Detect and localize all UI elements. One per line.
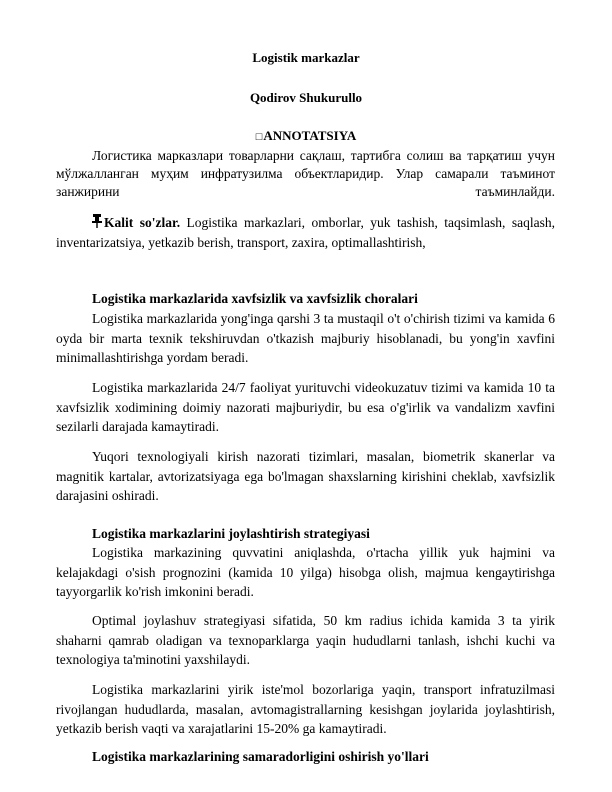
security-paragraph-2: Logistika markazlarida 24/7 faoliyat yurituvchi videokuzatuv tizimi va kamida 10 ta xavfsizlik xodimining doimiy nazorati majburiydir, bu esa o'g'irlik va vandalizm xavfini sezilarli darajada kamaytiradi.	[56, 380, 555, 434]
author-name: Qodirov Shukurullo	[249, 90, 363, 105]
keywords-text: Logistika markazlari, omborlar, yuk tashish, taqsimlash, saqlash, inventarizatsiya, yetkazib berish, transport, zaxira, optimallashtirish,	[56, 215, 555, 250]
document-title: Logistik markazlar	[252, 50, 360, 65]
keywords-label: Kalit so'zlar.	[104, 215, 181, 230]
annotation-heading: ANNOTATSIYA	[263, 128, 357, 143]
section-heading-placement: Logistika markazlarini joylashtirish strategiyasi	[92, 526, 370, 541]
annotation-text: Логистика марказлари товарларни сақлаш, тартибга солиш ва тарқатиш учун мўлжалланган муҳим инфратузилма объектларидир. Улар самарали таъминот занжирини таъминлайди.	[56, 148, 555, 199]
placement-paragraph-2: Optimal joylashuv strategiyasi sifatida, 50 km radius ichida kamida 3 ta yirik shaharni qamrab oladigan va texnoparklarga yaqin hududlarni tanlash, ishchi kuchi va texnologiya ta'minotini yaxshilaydi.	[56, 613, 555, 667]
security-paragraph-3: Yuqori texnologiyali kirish nazorati tizimlari, masalan, biometrik skanerlar va magnitik kartalar, avtorizatsiyaga ega bo'lmagan shaxslarning kirishini cheklab, xavfsizlik darajasini oshiradi.	[56, 449, 555, 503]
keywords-paragraph	[56, 213, 555, 252]
annotation-marker-glyph: □	[255, 131, 263, 143]
security-paragraph-1: Logistika markazlarida yong'inga qarshi 3 ta mustaqil o't o'chirish tizimi va kamida 6 oyda bir marta texnik tekshiruvdan o'tkazish majburiy hisoblanadi, bu yong'in xavfini minimallashtirishga yordam beradi.	[56, 311, 555, 365]
pushpin-icon	[92, 214, 102, 228]
section-heading-efficiency: Logistika markazlarining samaradorligini oshirish yo'llari	[92, 749, 429, 764]
section-heading-security: Logistika markazlarida xavfsizlik va xavfsizlik choralari	[92, 291, 418, 306]
annotation-heading-line	[0, 128, 612, 144]
placement-paragraph-3: Logistika markazlarini yirik iste'mol bozorlariga yaqin, transport infratuzilmasi rivojlangan hududlarda, masalan, avtomagistrallarning kesishgan joylarida joylashtirish, yetkazib berish vaqti va xarajatlarini 15-20% ga kamaytiradi.	[56, 682, 555, 736]
placement-paragraph-1: Logistika markazining quvvatini aniqlashda, o'rtacha yillik yuk hajmini va kelajakdagi o'sish prognozini (kamida 10 yilga) hisobga olish, majmua kengaytirishga tayyorgarlik ko'rish imkonini beradi.	[56, 545, 555, 599]
